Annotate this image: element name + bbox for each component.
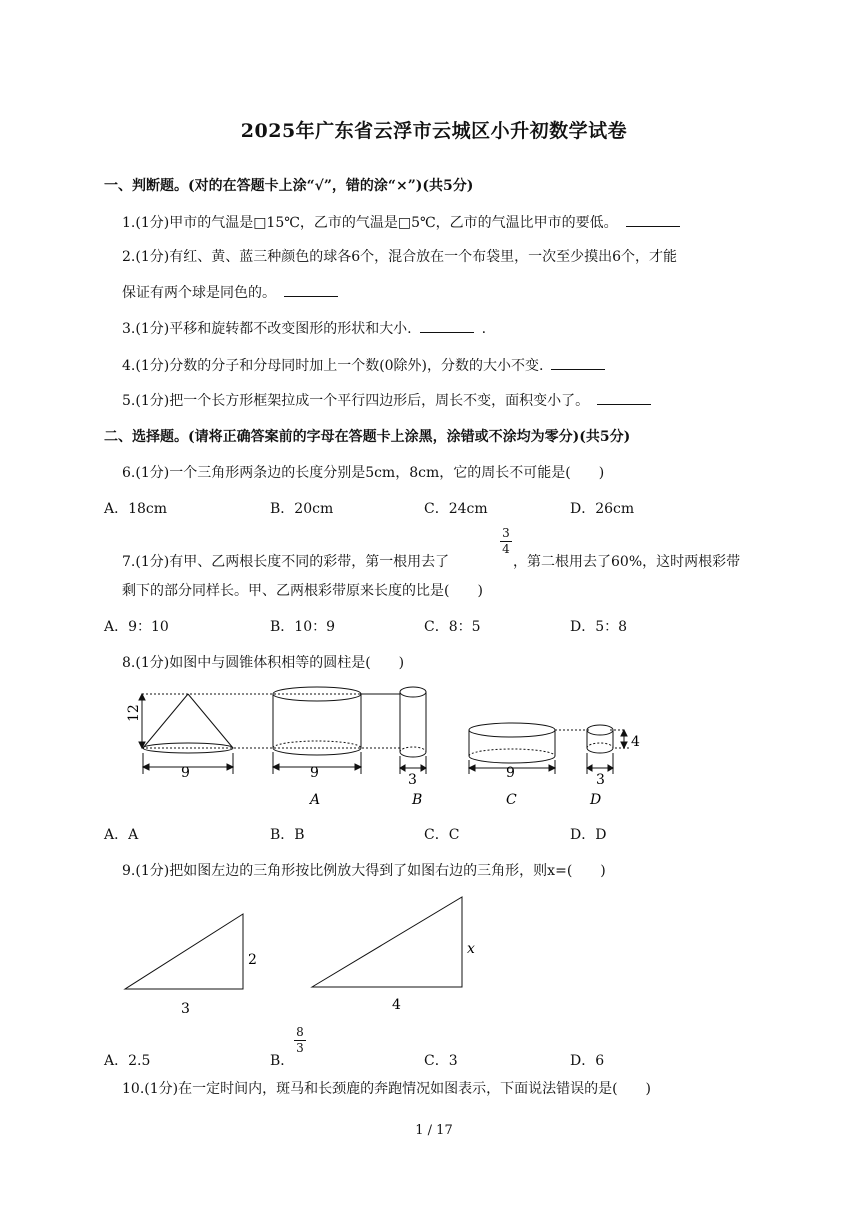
q6-option-b[interactable]: B．20cm — [270, 501, 334, 517]
page-number: 1 / 17 — [415, 1123, 453, 1138]
q7-option-d[interactable]: D．5：8 — [570, 619, 628, 635]
cylinder-b-shape — [400, 687, 426, 757]
answer-blank[interactable] — [551, 357, 605, 370]
cylinder-d-shape — [587, 725, 613, 753]
answer-blank[interactable] — [597, 392, 651, 405]
q7-option-b[interactable]: B．10：9 — [270, 619, 336, 635]
question-3-end: . — [481, 321, 487, 337]
q9-fraction-denominator: 3 — [296, 1041, 304, 1055]
question-4-text: 4.(1分)分数的分子和分母同时加上一个数(0除外)，分数的大小不变. — [122, 358, 544, 374]
question-7-part2: ，第二根用去了60%，这时两根彩带 — [513, 554, 741, 570]
question-3 — [122, 318, 486, 338]
q7-option-c[interactable]: C．8：5 — [424, 619, 481, 635]
q9-figure — [115, 890, 495, 1020]
q8-option-d[interactable]: D．D — [570, 827, 607, 843]
q9-option-c[interactable]: C．3 — [424, 1053, 458, 1069]
answer-blank[interactable] — [284, 284, 338, 297]
cone-diameter-label: 9 — [181, 765, 190, 781]
question-2-line1: 2.(1分)有红、黄、蓝三种颜色的球各6个，混合放在一个布袋里，一次至少摸出6个，才能 — [122, 249, 678, 265]
q9-fraction-numerator: 8 — [296, 1025, 304, 1039]
figure-label-b: B — [412, 792, 423, 808]
q8-option-c[interactable]: C．C — [424, 827, 460, 843]
question-2-line2 — [122, 282, 338, 302]
question-4 — [122, 355, 605, 375]
question-7-part1: 7.(1分)有甲、乙两根长度不同的彩带，第一根用去了 — [122, 554, 450, 570]
q9-option-b[interactable] — [270, 1050, 294, 1070]
cylinder-a-shape — [273, 687, 361, 755]
cylinder-c-diameter-label: 9 — [506, 765, 515, 781]
question-7-line2: 剩下的部分同样长。甲、乙两根彩带原来长度的比是( ) — [122, 583, 483, 599]
question-1 — [122, 212, 680, 232]
answer-blank[interactable] — [626, 214, 680, 227]
small-triangle-height-label: 2 — [248, 952, 257, 968]
q9-option-b-prefix: B． — [270, 1053, 295, 1069]
page-title: 2025年广东省云浮市云城区小升初数学试卷 — [240, 120, 628, 142]
cone-height-label: 12 — [126, 704, 142, 722]
section2-heading: 二、选择题。(请将正确答案前的字母在答题卡上涂黑，涂错或不涂均为零分)(共5分) — [104, 429, 631, 445]
figure-label-d: D — [590, 792, 602, 808]
q8-option-a[interactable]: A．A — [104, 827, 139, 843]
q8-option-b[interactable]: B．B — [270, 827, 305, 843]
large-triangle-height-label: x — [467, 941, 475, 957]
answer-blank[interactable] — [420, 320, 474, 333]
question-1-text: 1.(1分)甲市的气温是□15℃，乙市的气温是□5℃，乙市的气温比甲市的要低。 — [122, 215, 618, 231]
cone-shape — [143, 694, 233, 753]
question-9: 9.(1分)把如图左边的三角形按比例放大得到了如图右边的三角形，则x=( ) — [122, 863, 606, 879]
figure-label-a: A — [310, 792, 321, 808]
question-8: 8.(1分)如图中与圆锥体积相等的圆柱是( ) — [122, 655, 405, 671]
question-5-text: 5.(1分)把一个长方形框架拉成一个平行四边形后，周长不变，面积变小了。 — [122, 393, 590, 409]
cylinder-d-height-label: 4 — [631, 734, 640, 750]
small-triangle — [125, 914, 243, 989]
q6-option-d[interactable]: D．26cm — [570, 501, 635, 517]
question-3-text: 3.(1分)平移和旋转都不改变图形的形状和大小. — [122, 321, 412, 337]
q9-option-d[interactable]: D．6 — [570, 1053, 605, 1069]
cylinder-c-shape — [469, 723, 555, 763]
cylinder-d-diameter-label: 3 — [596, 772, 605, 788]
small-triangle-base-label: 3 — [181, 1001, 190, 1017]
question-5 — [122, 390, 651, 410]
q7-fraction-denominator: 4 — [502, 542, 510, 556]
cylinder-a-diameter-label: 9 — [310, 765, 319, 781]
question-2-text: 保证有两个球是同色的。 — [122, 285, 276, 301]
q9-option-b-fraction — [294, 1026, 306, 1055]
question-10: 10.(1分)在一定时间内，斑马和长颈鹿的奔跑情况如图表示，下面说法错误的是( ) — [122, 1081, 652, 1097]
q7-fraction-numerator: 3 — [502, 526, 510, 540]
q7-fraction — [500, 527, 512, 556]
figure-label-c: C — [506, 792, 517, 808]
large-triangle-base-label: 4 — [392, 997, 401, 1013]
q9-option-a[interactable]: A．2.5 — [104, 1053, 151, 1069]
q7-option-a[interactable]: A．9：10 — [104, 619, 169, 635]
question-6: 6.(1分)一个三角形两条边的长度分别是5cm，8cm，它的周长不可能是( ) — [122, 465, 605, 481]
section1-heading: 一、判断题。(对的在答题卡上涂“√”，错的涂“×”)(共5分) — [104, 178, 474, 194]
q6-option-a[interactable]: A．18cm — [104, 501, 168, 517]
large-triangle — [312, 897, 462, 987]
q6-option-c[interactable]: C．24cm — [424, 501, 488, 517]
cylinder-b-diameter-label: 3 — [408, 772, 417, 788]
q8-figure — [110, 680, 650, 810]
